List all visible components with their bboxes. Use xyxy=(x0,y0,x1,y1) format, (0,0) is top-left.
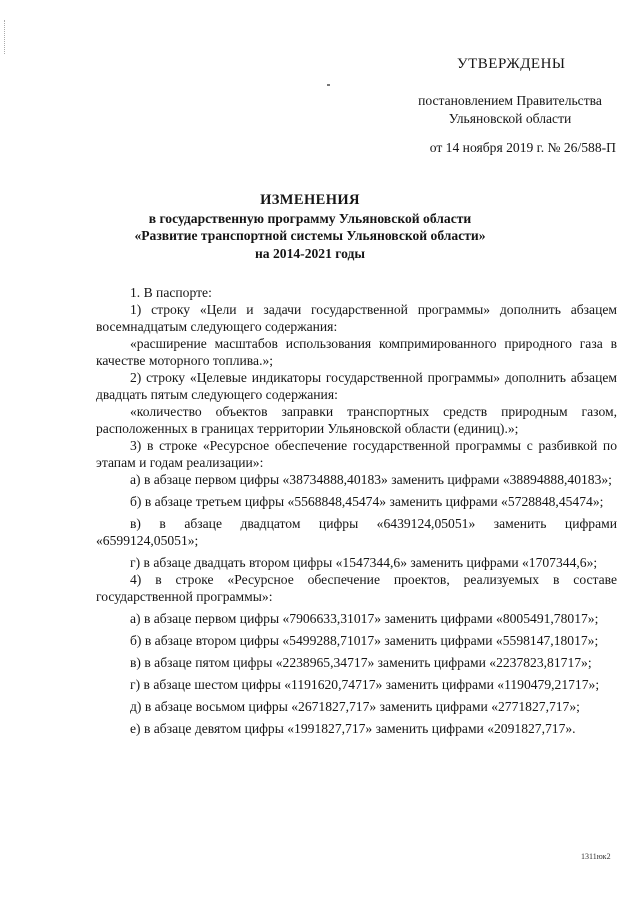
paragraph-3: «расширение масштабов использования компримированного природного газа в качестве моторного топлива.»; xyxy=(96,336,617,368)
paragraph-12: а) в абзаце первом цифры «7906633,31017» заменить цифрами «8005491,78017»; xyxy=(130,611,599,626)
paragraph-9: в) в абзаце двадцатом цифры «6439124,05051» заменить цифрами «6599124,05051»; xyxy=(96,516,617,548)
approval-date: от 14 ноября 2019 г. № 26/588-П xyxy=(429,140,616,155)
title-line-1: ИЗМЕНЕНИЯ xyxy=(260,192,360,208)
approval-authority xyxy=(404,92,616,128)
document-code: 1311юк2 xyxy=(581,852,611,861)
paragraph-5: «количество объектов заправки транспортных средств природным газом, расположенных в границах территории Ульяновской области (единиц).»; xyxy=(96,404,617,436)
paragraph-17: е) в абзаце девятом цифры «1991827,717» заменить цифрами «2091827,717». xyxy=(130,721,576,736)
paragraph-7: а) в абзаце первом цифры «38734888,40183» заменить цифрами «38894888,40183»; xyxy=(130,472,612,487)
title-line-3: «Развитие транспортной системы Ульяновской области» xyxy=(134,228,486,243)
paragraph-14: в) в абзаце пятом цифры «2238965,34717» заменить цифрами «2237823,81717»; xyxy=(130,655,592,670)
paragraph-4: 2) строку «Целевые индикаторы государственной программы» дополнить абзацем двадцать пятым следующего содержания: xyxy=(96,370,617,402)
paragraph-11: 4) в строке «Ресурсное обеспечение проектов, реализуемых в составе государственной программы»: xyxy=(96,572,617,604)
approval-heading: УТВЕРЖДЕНЫ xyxy=(457,56,566,72)
scan-speck xyxy=(327,84,330,86)
approval-authority-line1: постановлением Правительства xyxy=(418,93,602,108)
paragraph-13: б) в абзаце втором цифры «5499288,71017» заменить цифрами «5598147,18017»; xyxy=(130,633,599,648)
paragraph-6: 3) в строке «Ресурсное обеспечение государственной программы с разбивкой по этапам и годам реализации»: xyxy=(96,438,617,470)
scan-edge-marks xyxy=(4,20,7,54)
paragraph-16: д) в абзаце восьмом цифры «2671827,717» заменить цифрами «2771827,717»; xyxy=(130,699,580,714)
paragraph-2: 1) строку «Цели и задачи государственной программы» дополнить абзацем восемнадцатым следующего содержания: xyxy=(96,302,617,334)
document-title xyxy=(100,192,520,262)
approval-authority-line2: Ульяновской области xyxy=(448,111,572,126)
title-line-4: на 2014-2021 годы xyxy=(254,245,366,261)
paragraph-8: б) в абзаце третьем цифры «5568848,45474» заменить цифрами «5728848,45474»; xyxy=(130,494,604,509)
title-line-2: в государственную программу Ульяновской области xyxy=(148,210,472,226)
paragraph-15: г) в абзаце шестом цифры «1191620,74717» заменить цифрами «1190479,21717»; xyxy=(130,677,600,692)
paragraph-10: г) в абзаце двадцать втором цифры «1547344,6» заменить цифрами «1707344,6»; xyxy=(130,555,598,570)
paragraph-1: 1. В паспорте: xyxy=(130,285,212,300)
document-body xyxy=(96,284,617,737)
